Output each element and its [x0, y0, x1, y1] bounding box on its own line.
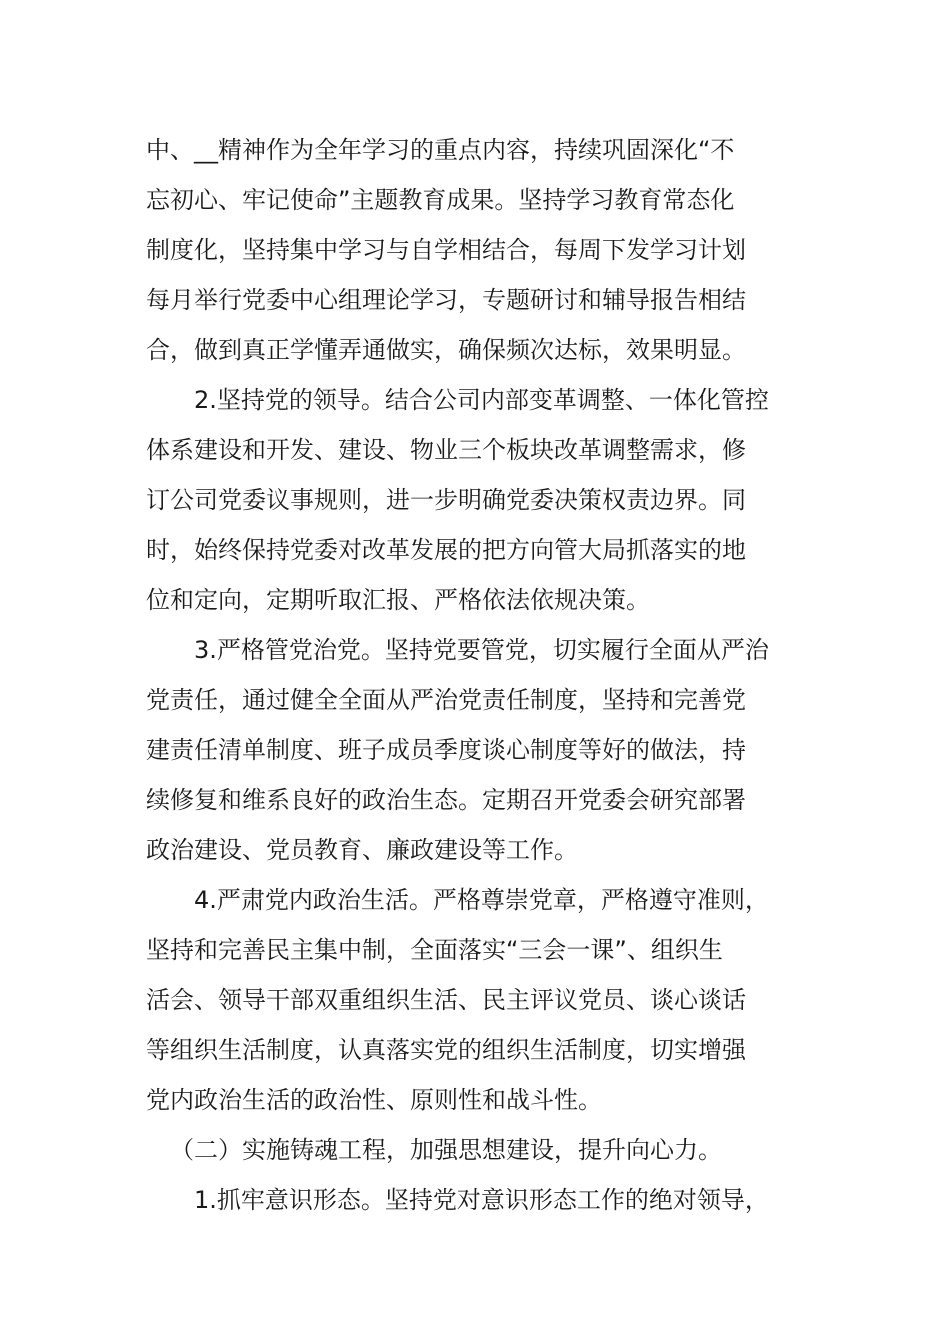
text-line: 位和定向，定期听取汇报、严格依法依规决策。: [146, 586, 650, 614]
section-heading: （二）实施铸魂工程，加强思想建设，提升向心力。: [170, 1136, 722, 1164]
text-line: 坚持和完善民主集中制，全面落实“三会一课”、组织生: [146, 936, 723, 964]
text-line: 订公司党委议事规则，进一步明确党委决策权责边界。同: [146, 486, 746, 514]
text-line: 体系建设和开发、建设、物业三个板块改革调整需求，修: [146, 436, 746, 464]
text-line: 每月举行党委中心组理论学习，专题研讨和辅导报告相结: [146, 286, 746, 314]
text-line: 党责任，通过健全全面从严治党责任制度，坚持和完善党: [146, 686, 746, 714]
text-line: 政治建设、党员教育、廉政建设等工作。: [146, 836, 578, 864]
text-line: 制度化，坚持集中学习与自学相结合，每周下发学习计划: [146, 236, 746, 264]
text-line: 合，做到真正学懂弄通做实，确保频次达标，效果明显。: [146, 336, 746, 364]
paragraph-heading: 2.坚持党的领导。结合公司内部变革调整、一体化管控: [194, 386, 769, 414]
text-line: 等组织生活制度，认真落实党的组织生活制度，切实增强: [146, 1036, 746, 1064]
paragraph-heading: 1.抓牢意识形态。坚持党对意识形态工作的绝对领导，: [194, 1186, 769, 1214]
text-line: 续修复和维系良好的政治生态。定期召开党委会研究部署: [146, 786, 746, 814]
text-line: 忘初心、牢记使命”主题教育成果。坚持学习教育常态化: [146, 186, 735, 214]
paragraph-heading: 4.严肃党内政治生活。严格尊崇党章，严格遵守准则，: [194, 886, 769, 914]
text-line: 活会、领导干部双重组织生活、民主评议党员、谈心谈话: [146, 986, 746, 1014]
text-line: 党内政治生活的政治性、原则性和战斗性。: [146, 1086, 602, 1114]
paragraph-heading: 3.严格管党治党。坚持党要管党，切实履行全面从严治: [194, 636, 769, 664]
text-line: 建责任清单制度、班子成员季度谈心制度等好的做法，持: [146, 736, 746, 764]
text-line: 时，始终保持党委对改革发展的把方向管大局抓落实的地: [146, 536, 746, 564]
text-line: 中、__精神作为全年学习的重点内容，持续巩固深化“不: [146, 136, 735, 164]
